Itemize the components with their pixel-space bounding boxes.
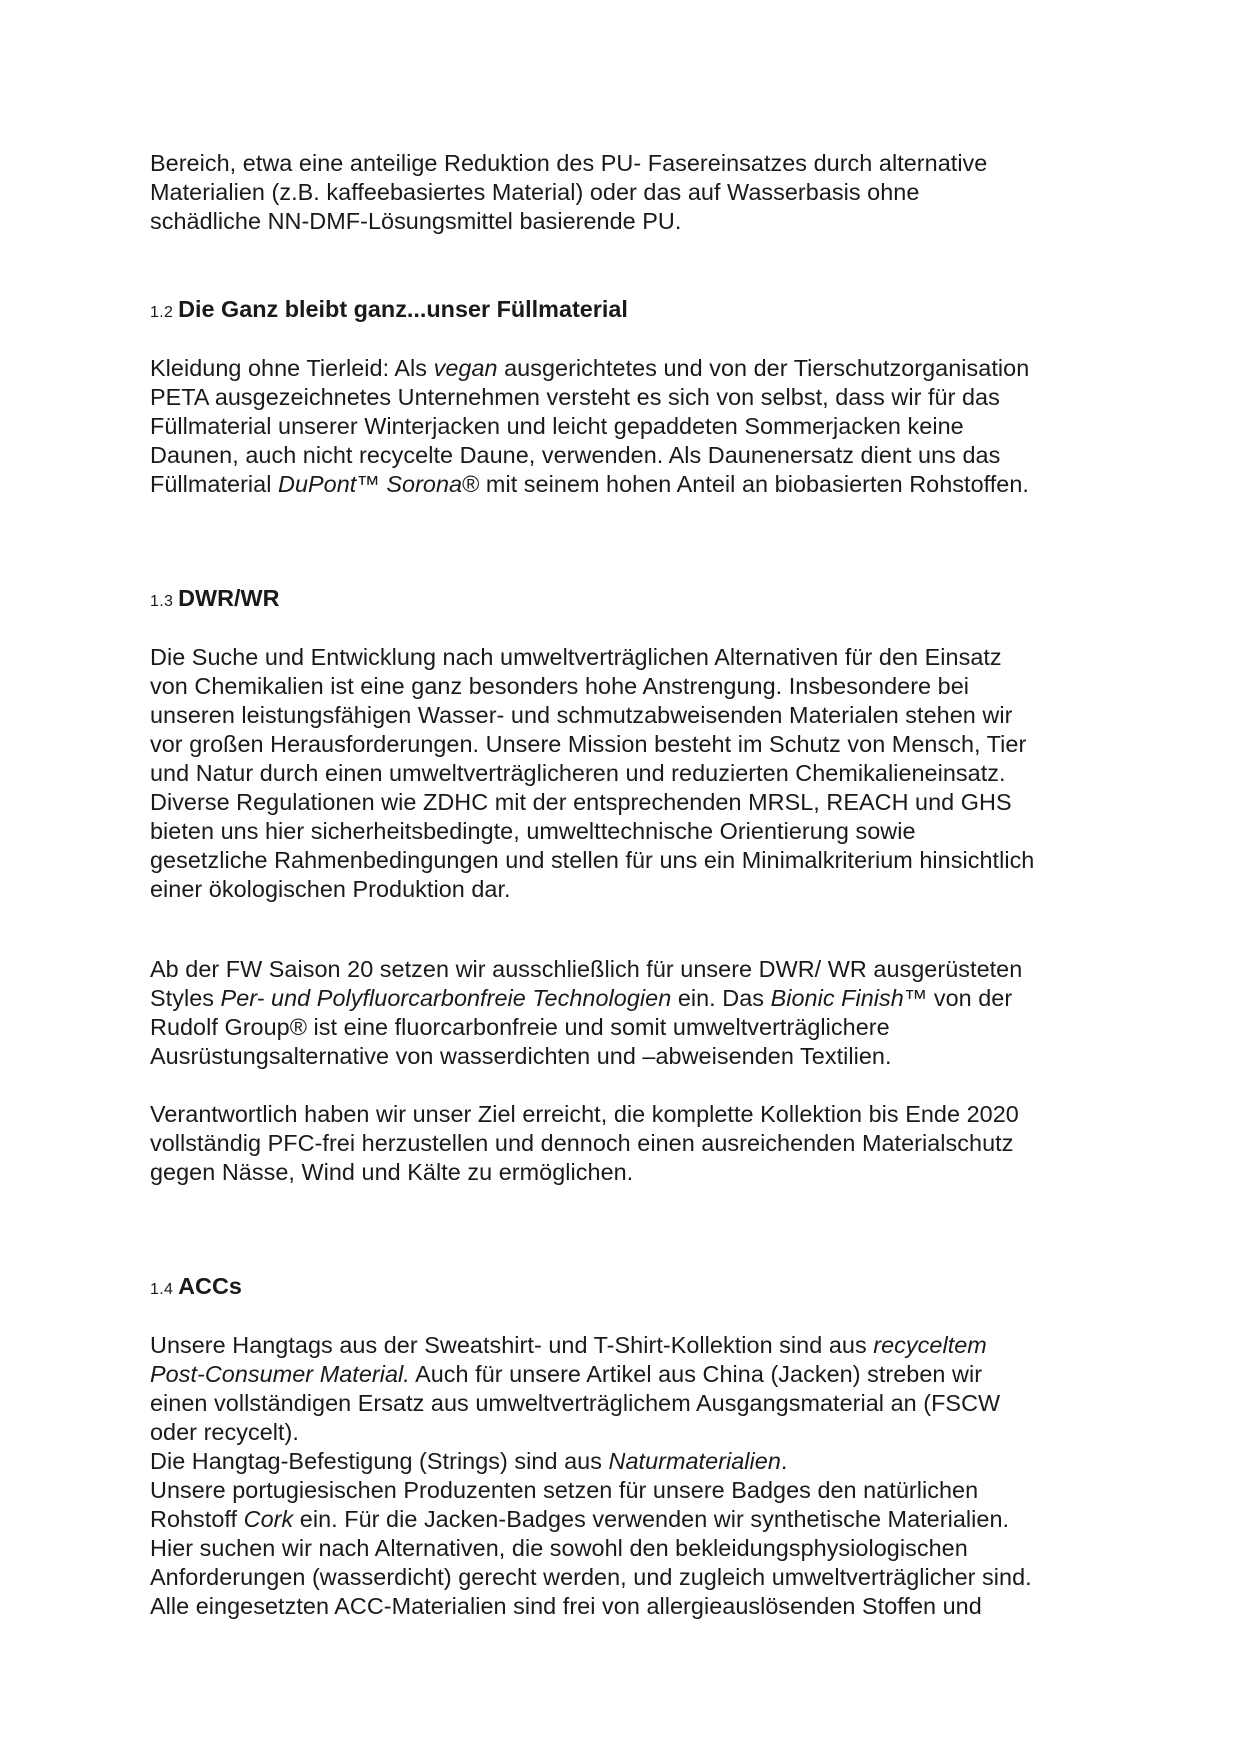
paragraph-line: Die Suche und Entwicklung nach umweltverträglichen Alternativen für den Einsatz	[150, 644, 1002, 670]
paragraph-line: Füllmaterial DuPont™ Sorona® mit seinem hohen Anteil an biobasierten Rohstoffen.	[150, 471, 1029, 497]
paragraph-line: oder recycelt).	[150, 1419, 299, 1445]
paragraph-line: und Natur durch einen umweltverträglicheren und reduzierten Chemikalieneinsatz.	[150, 760, 1006, 786]
paragraph-line: Ausrüstungsalternative von wasserdichten und –abweisenden Textilien.	[150, 1043, 892, 1069]
paragraph-line: Daunen, auch nicht recycelte Daune, verwenden. Als Daunenersatz dient uns das	[150, 442, 1001, 468]
paragraph-line: Rohstoff Cork ein. Für die Jacken-Badges verwenden wir synthetische Materialien.	[150, 1506, 1010, 1532]
section-title: ACCs	[178, 1273, 242, 1299]
section-title: DWR/WR	[178, 585, 280, 611]
section-heading-1-2	[150, 296, 628, 323]
paragraph-line: Die Hangtag-Befestigung (Strings) sind aus Naturmaterialien.	[150, 1448, 788, 1474]
paragraph-line: Unsere portugiesischen Produzenten setzen für unsere Badges den natürlichen	[150, 1477, 979, 1503]
paragraph-line: vollständig PFC-frei herzustellen und dennoch einen ausreichenden Materialschutz	[150, 1130, 1014, 1156]
paragraph-line: Anforderungen (wasserdicht) gerecht werden, und zugleich umweltverträglicher sind.	[150, 1564, 1032, 1590]
paragraph-line: Ab der FW Saison 20 setzen wir ausschließlich für unsere DWR/ WR ausgerüsteten	[150, 956, 1023, 982]
paragraph-line: von Chemikalien ist eine ganz besonders hohe Anstrengung. Insbesondere bei	[150, 673, 970, 699]
paragraph-line: einen vollständigen Ersatz aus umweltverträglichem Ausgangsmaterial an (FSCW	[150, 1390, 1001, 1416]
paragraph-line: einer ökologischen Produktion dar.	[150, 876, 511, 902]
paragraph-line: Kleidung ohne Tierleid: Als vegan ausgerichtetes und von der Tierschutzorganisation	[150, 355, 1030, 381]
intro-line: schädliche NN-DMF-Lösungsmittel basierende PU.	[150, 208, 682, 234]
paragraph-line: Hier suchen wir nach Alternativen, die sowohl den bekleidungsphysiologischen	[150, 1535, 968, 1561]
section-title: Die Ganz bleibt ganz...unser Füllmaterial	[178, 296, 628, 322]
paragraph-line: Diverse Regulationen wie ZDHC mit der entsprechenden MRSL, REACH und GHS	[150, 789, 1012, 815]
paragraph-line: Alle eingesetzten ACC-Materialien sind frei von allergieauslösenden Stoffen und	[150, 1593, 982, 1619]
intro-line: Materialien (z.B. kaffeebasiertes Material) oder das auf Wasserbasis ohne	[150, 179, 920, 205]
section-number: 1.3	[150, 593, 174, 610]
paragraph-line: bieten uns hier sicherheitsbedingte, umwelttechnische Orientierung sowie	[150, 818, 916, 844]
paragraph-line: gesetzliche Rahmenbedingungen und stellen für uns ein Minimalkriterium hinsichtlich	[150, 847, 1035, 873]
paragraph-line: vor großen Herausforderungen. Unsere Mission besteht im Schutz von Mensch, Tier	[150, 731, 1027, 757]
section-heading-1-4	[150, 1273, 242, 1300]
paragraph-line: Unsere Hangtags aus der Sweatshirt- und T-Shirt-Kollektion sind aus recyceltem	[150, 1332, 987, 1358]
paragraph-line: Post-Consumer Material. Auch für unsere Artikel aus China (Jacken) streben wir	[150, 1361, 983, 1387]
paragraph-line: gegen Nässe, Wind und Kälte zu ermöglichen.	[150, 1159, 634, 1185]
paragraph-line: Füllmaterial unserer Winterjacken und leicht gepaddeten Sommerjacken keine	[150, 413, 964, 439]
intro-line: Bereich, etwa eine anteilige Reduktion des PU- Fasereinsatzes durch alternative	[150, 150, 988, 176]
section-number: 1.4	[150, 1281, 174, 1298]
paragraph-line: Verantwortlich haben wir unser Ziel erreicht, die komplette Kollektion bis Ende 2020	[150, 1101, 1019, 1127]
paragraph-line: unseren leistungsfähigen Wasser- und schmutzabweisenden Materialen stehen wir	[150, 702, 1013, 728]
section-number: 1.2	[150, 304, 174, 321]
paragraph-line: Styles Per- und Polyfluorcarbonfreie Technologien ein. Das Bionic Finish™ von der	[150, 985, 1013, 1011]
section-heading-1-3	[150, 585, 280, 612]
paragraph-line: PETA ausgezeichnetes Unternehmen versteht es sich von selbst, dass wir für das	[150, 384, 1000, 410]
paragraph-line: Rudolf Group® ist eine fluorcarbonfreie und somit umweltverträglichere	[150, 1014, 890, 1040]
